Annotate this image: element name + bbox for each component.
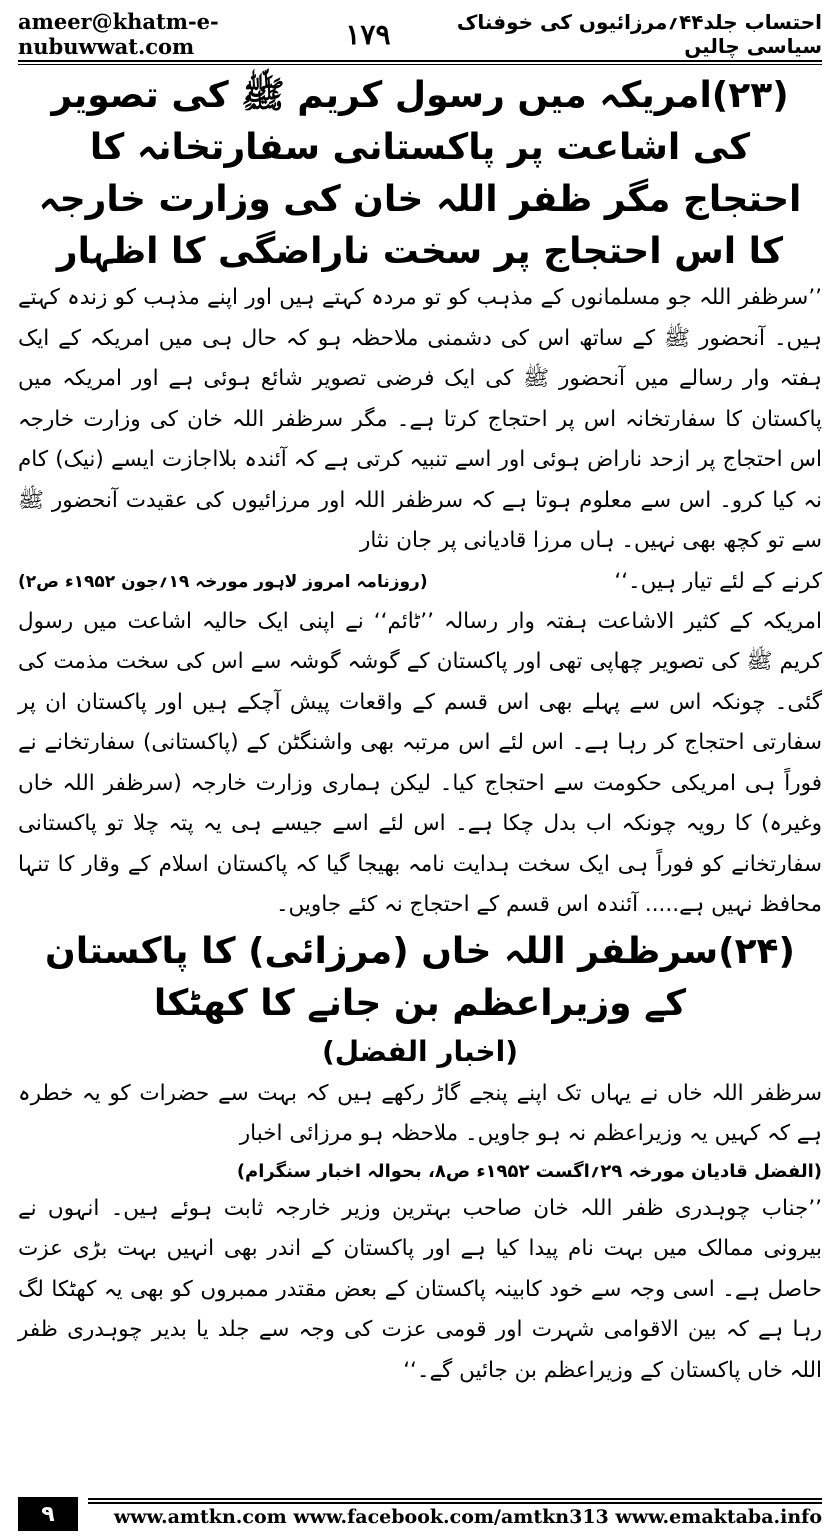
page-content — [18, 70, 822, 1391]
running-title: احتساب جلد۴۴؍مرزائیوں کی خوفناک سیاسی چالیں — [456, 10, 822, 58]
section-24-quote: ’’جناب چوہدری ظفر اللہ خان صاحب بہترین وزیر خارجہ ثابت ہوئے ہیں۔ انہوں نے بیرونی ممالک میں بہت نام پیدا کیا ہے اور پاکستان کے اندر بھی انہیں بہت بڑی عزت حاصل ہے۔ اسی وجہ سے خود کابینہ پاکستان کے بعض مقتدر ممبروں کو بھی یہ کھٹکا لگ رہا ہے کہ بین الاقوامی شہرت اور قومی عزت کی وجہ سے جلد یا بدیر چوہدری ظفر اللہ خاں پاکستان کے وزیراعظم بن جائیں گے۔‘‘ — [18, 1195, 822, 1383]
page-header — [18, 9, 822, 59]
footer-links-block — [78, 1494, 822, 1534]
footer-page-number: ۹ — [18, 1497, 78, 1531]
page-footer — [18, 1494, 822, 1534]
header-email[interactable]: ameer@khatm-e-nubuwwat.com — [18, 9, 219, 59]
section-23 — [18, 70, 822, 926]
header-left — [18, 9, 391, 59]
footer-rules — [88, 1498, 822, 1506]
header-page-number: ۱۷۹ — [345, 17, 391, 51]
section-23-quote: ’’سرظفر اللہ جو مسلمانوں کے مذہب کو تو مردہ کہتے ہیں اور اپنے مذہب کو زندہ کہتے ہیں۔ آنحضور ﷺ کے ساتھ اس کی دشمنی ملاحظہ ہو کہ حال ہی میں امریکہ کے ایک ہفتہ وار رسالے میں آنحضور ﷺ کی ایک فرضی تصویر شائع ہوئی ہے اور امریکہ میں پاکستان کا سفارتخانہ اس پر احتجاج کرتا ہے۔ مگر سرظفر اللہ خان کی وزارت خارجہ اس احتجاج پر ازحد ناراض ہوئی اور اسے تنبیہ کرتی ہے کہ آئندہ بلااجازت ایسے (نیک) کام نہ کیا کرو۔ اس سے معلوم ہوتا ہے کہ سرظفر اللہ اور مرزائیوں کی عقیدت آنحضور ﷺ سے تو کچھ بھی نہیں۔ ہاں مرزا قادیانی پر جان نثار — [18, 285, 822, 553]
section-24-heading: (۲۴)سرظفر اللہ خاں (مرزائی) کا پاکستان کے وزیراعظم بن جانے کا کھٹکا — [45, 930, 795, 1024]
section-23-heading-line1: (۲۳)امریکہ میں رسول کریم ﷺ کی تصویر کی اشاعت پر پاکستانی سفارتخانہ کا — [51, 75, 789, 168]
section-23-quote-end-row — [18, 562, 822, 602]
citation-alfazl: (الفضل قادیان مورخہ ۲۹؍اگست ۱۹۵۲ء ص۸، بحوالہ اخبار سنگرام) — [236, 1160, 822, 1182]
header-rule-thin — [18, 64, 822, 65]
citation-amroz: (روزنامہ امروز لاہور مورخہ ۱۹؍جون ۱۹۵۲ء ص۲) — [18, 571, 428, 592]
page — [18, 0, 822, 1540]
section-23-paragraph: امریکہ کے کثیر الاشاعت ہفتہ وار رسالہ ’’ٹائم‘‘ نے اپنی ایک حالیہ اشاعت میں رسول کریم ﷺ کی تصویر چھاپی تھی اور پاکستان کے گوشہ گوشہ سے اس کی سخت مذمت کی گئی۔ چونکہ اس سے پہلے بھی اس قسم کے واقعات پیش آچکے ہیں اور پاکستان ان پر سفارتی احتجاج کر رہا ہے۔ اس لئے اس مرتبہ بھی واشنگٹن کے (پاکستانی) سفارتخانے نے فوراً ہی امریکی حکومت سے احتجاج کیا۔ لیکن ہماری وزارت خارجہ (سرظفر اللہ خاں وغیرہ) کا رویہ چونکہ اب بدل چکا ہے۔ اس لئے اسے جیسے ہی یہ پتہ چلا تو پاکستانی سفارتخانے کو فوراً ہی ایک سخت ہدایت نامہ بھیجا گیا کہ پاکستان اسلام کے وقار کا تنہا محافظ نہیں ہے..... آئندہ اس قسم کے احتجاج نہ کئے جاویں۔ — [18, 608, 822, 917]
section-24 — [18, 926, 822, 1392]
section-24-source: (اخبار الفضل) — [321, 1034, 519, 1068]
header-rule — [18, 60, 822, 62]
footer-links[interactable]: www.amtkn.com www.facebook.com/amtkn313 www.emaktaba.info — [113, 1506, 822, 1528]
section-23-quote-end: کرنے کے لئے تیار ہیں۔‘‘ — [614, 568, 822, 594]
section-23-heading-line2: احتجاج مگر ظفر اللہ خان کی وزارت خارجہ کا اس احتجاج پر سخت ناراضگی کا اظہار — [38, 179, 802, 272]
section-24-paragraph: سرظفر اللہ خاں نے یہاں تک اپنے پنجے گاڑ رکھے ہیں کہ بہت سے حضرات کو یہ خطرہ ہے کہ کہیں یہ وزیراعظم نہ ہو جاویں۔ ملاحظہ ہو مرزائی اخبار — [18, 1080, 822, 1146]
